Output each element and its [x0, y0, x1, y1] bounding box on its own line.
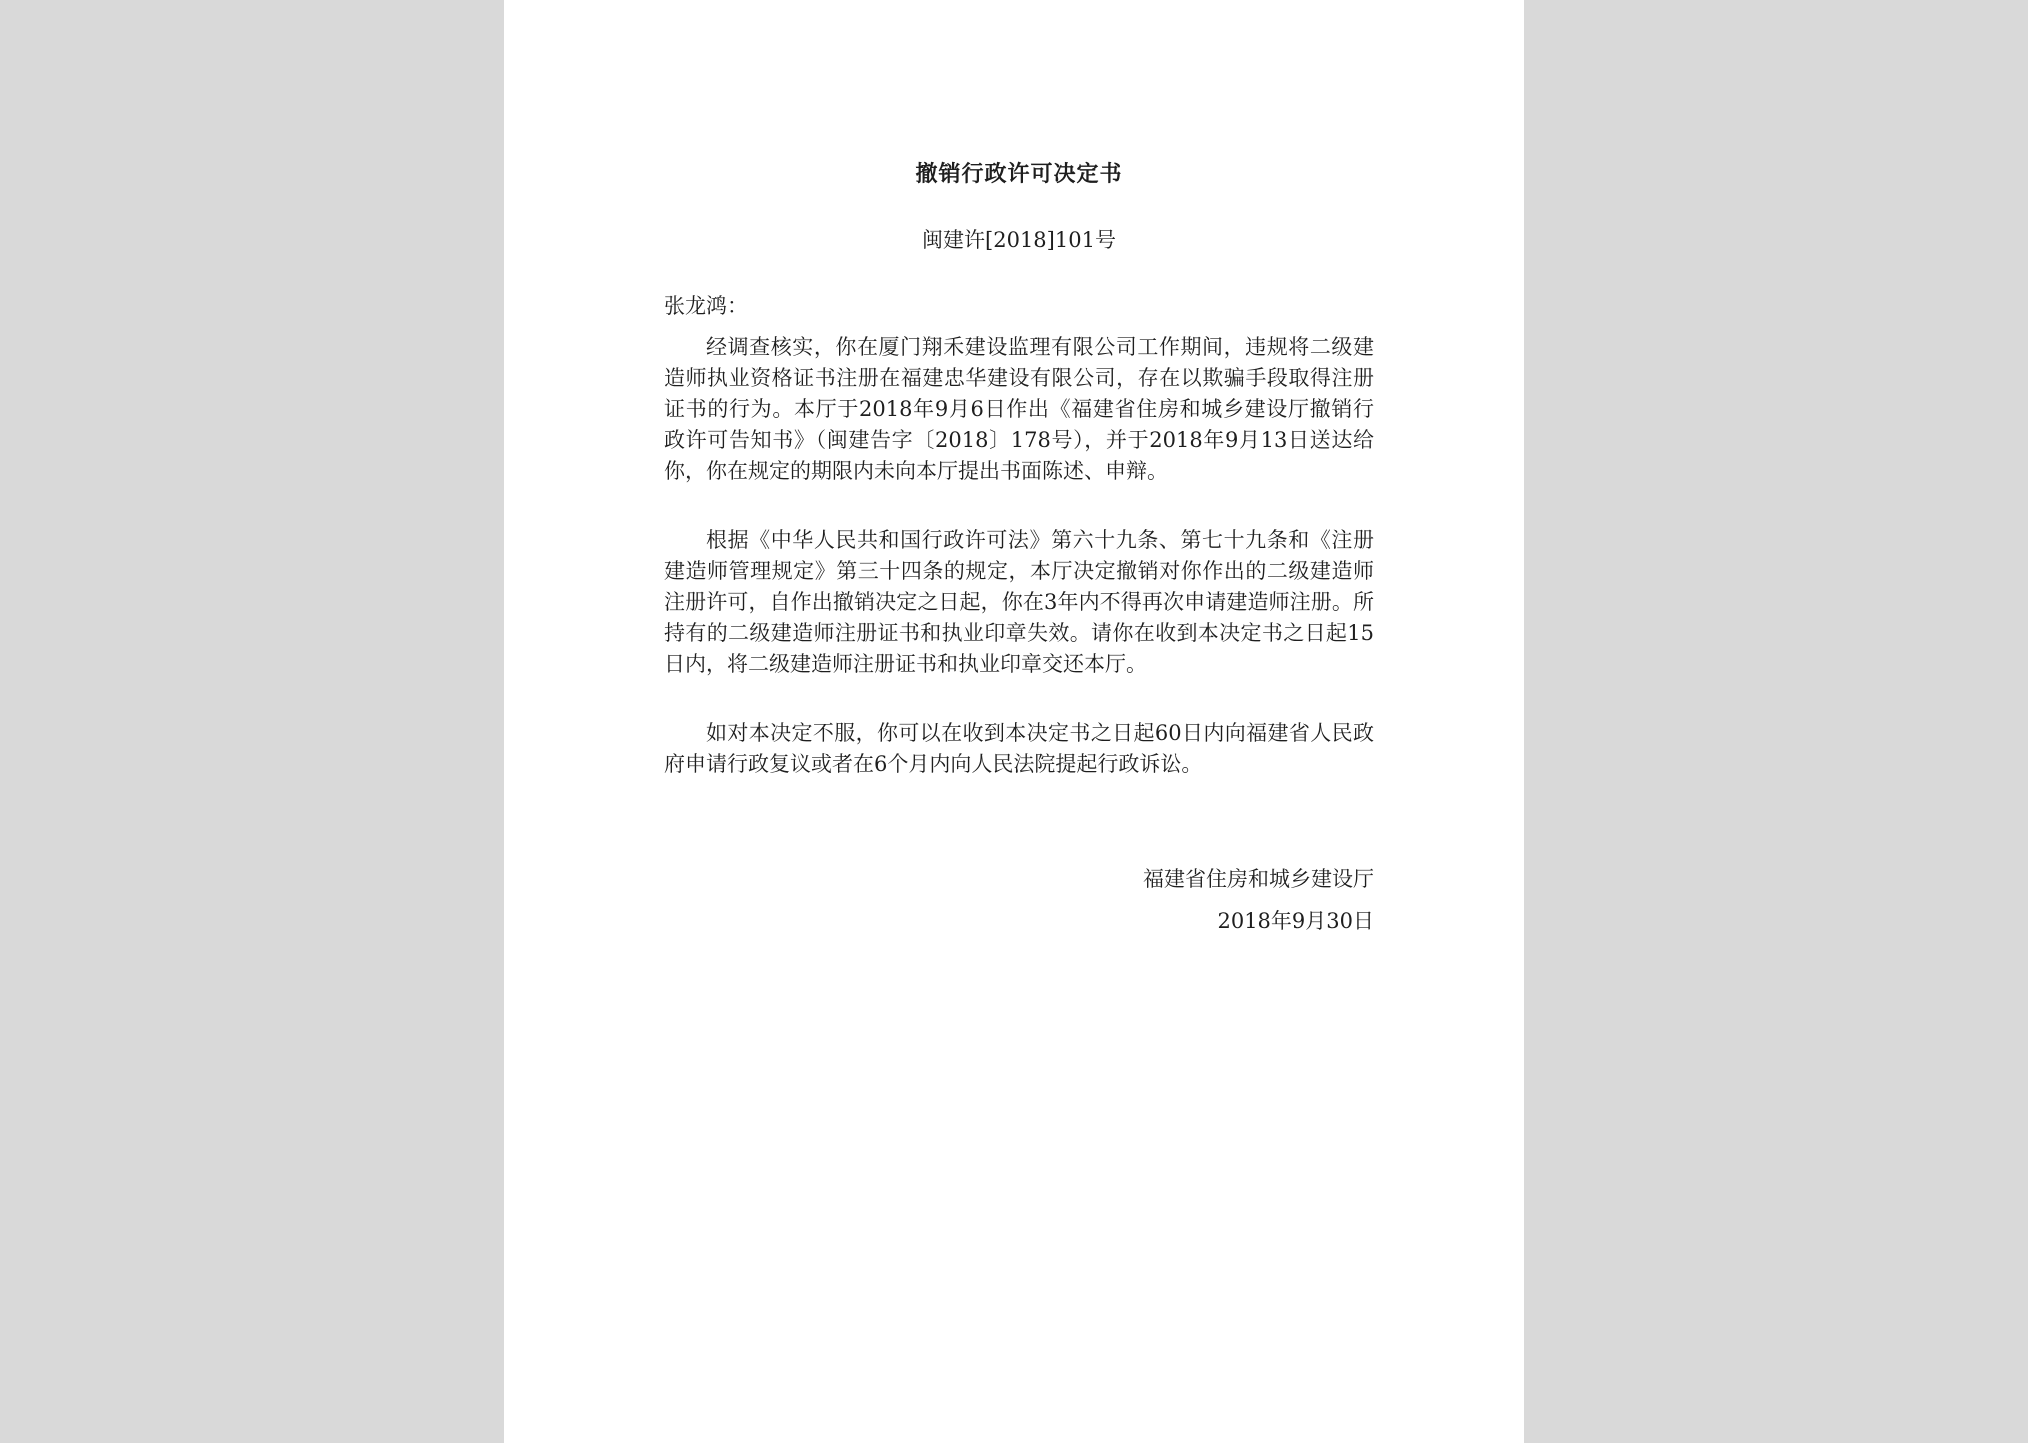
recipient-name: 张龙鸿：	[664, 294, 748, 318]
document-title: 撤销行政许可决定书	[915, 161, 1123, 187]
paragraph-decision: 根据《中华人民共和国行政许可法》第六十九条、第七十九条和《注册建造师管理规定》第三十四条的规定，本厅决定撤销对你作出的二级建造师注册许可，自作出撤销决定之日起，你在3年内不得再次申请建造师注册。所持有的二级建造师注册证书和执业印章失效。请你在收到本决定书之日起15日内，将二级建造师注册证书和执业印章交还本厅。	[664, 528, 1374, 676]
signature-organization: 福建省住房和城乡建设厅	[1143, 867, 1374, 891]
paragraph-appeal: 如对本决定不服，你可以在收到本决定书之日起60日内向福建省人民政府申请行政复议或者在6个月内向人民法院提起行政诉讼。	[664, 721, 1374, 776]
signature-date: 2018年9月30日	[1217, 909, 1374, 933]
document-page	[504, 0, 1524, 1443]
paragraph-investigation: 经调查核实，你在厦门翔禾建设监理有限公司工作期间，违规将二级建造师执业资格证书注册在福建忠华建设有限公司，存在以欺骗手段取得注册证书的行为。本厅于2018年9月6日作出《福建省住房和城乡建设厅撤销行政许可告知书》（闽建告字〔2018〕178号），并于2018年9月13日送达给你，你在规定的期限内未向本厅提出书面陈述、申辩。	[664, 335, 1374, 483]
document-number: 闽建许[2018]101号	[922, 228, 1116, 252]
